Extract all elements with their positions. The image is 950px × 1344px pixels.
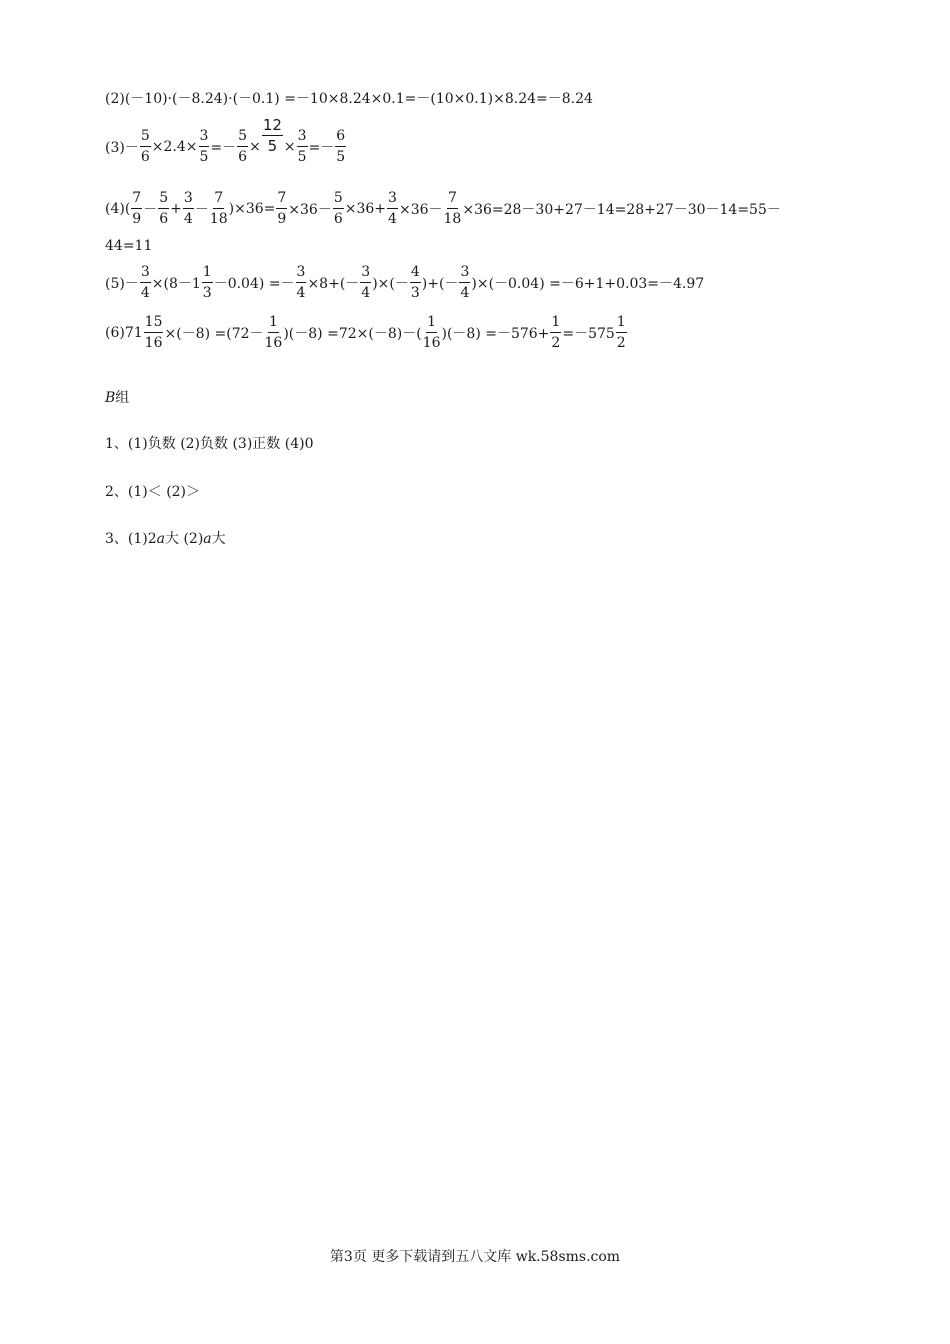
text-segment: (3)－ (105, 139, 139, 156)
text-segment: )×36= (228, 200, 276, 217)
answer-text: 3、(1)2 (105, 531, 157, 547)
numerator: 15 (144, 314, 164, 333)
fraction (144, 314, 164, 351)
denominator: 9 (132, 211, 142, 227)
section-b-title (105, 387, 129, 407)
denominator: 5 (199, 149, 209, 165)
numerator: 1 (202, 264, 213, 283)
denominator: 5 (267, 137, 278, 155)
text-segment: ×(8－1 (151, 275, 201, 292)
answer-b1 (105, 433, 314, 453)
text-segment: + (170, 200, 182, 217)
section-letter: B (105, 390, 116, 406)
numerator: 3 (360, 264, 371, 283)
fraction (550, 314, 561, 351)
fraction (296, 264, 307, 301)
denominator: 9 (277, 211, 287, 227)
denominator: 4 (460, 285, 470, 301)
denominator: 6 (238, 149, 248, 165)
text-segment: )×(－ (372, 275, 409, 292)
line-text: (2)(－10)·(－8.24)·(－0.1) =－10×8.24×0.1=－(10×0.1)×8.24=－8.24 (105, 91, 593, 107)
numerator: 5 (140, 128, 151, 147)
fraction (262, 117, 283, 154)
denominator: 16 (264, 335, 283, 351)
denominator: 4 (296, 285, 306, 301)
text-segment: 44=11 (105, 238, 153, 254)
text-segment: ×36－ (398, 201, 443, 218)
denominator: 2 (616, 335, 626, 351)
answer-text: 1、(1)负数 (2)负数 (3)正数 (4)0 (105, 436, 314, 452)
denominator: 4 (140, 285, 150, 301)
answer-line-5 (105, 264, 704, 301)
fraction (158, 190, 169, 227)
text-segment: × (249, 138, 261, 155)
denominator: 18 (443, 211, 462, 227)
text-segment: ×36+ (344, 200, 387, 217)
text-segment: )(－8) =72×(－8)－( (283, 325, 422, 342)
page-footer: 第3页 更多下载请到五八文库 wk.58sms.com (329, 1249, 621, 1265)
numerator: 5 (158, 190, 169, 209)
text-segment: ×8+(－ (307, 275, 360, 292)
denominator: 4 (388, 211, 397, 227)
denominator: 6 (333, 211, 343, 227)
numerator: 7 (276, 190, 287, 209)
fraction (335, 128, 346, 165)
numerator: 1 (426, 314, 437, 333)
numerator: 3 (296, 264, 307, 283)
answer-line-4-continued (105, 238, 152, 254)
denominator: 6 (140, 149, 150, 165)
text-segment: ×(－8) =(72－ (164, 325, 264, 342)
answer-b2 (105, 481, 200, 501)
denominator: 16 (144, 335, 163, 351)
fraction (444, 190, 462, 227)
numerator: 7 (213, 190, 224, 209)
answer-line-2 (105, 88, 593, 108)
text-segment: )(－8) =－576+ (441, 325, 550, 342)
denominator: 2 (551, 335, 561, 351)
text-segment: =－ (210, 139, 237, 156)
numerator: 3 (387, 190, 398, 209)
numerator: 5 (237, 128, 248, 147)
numerator: 4 (410, 264, 421, 283)
numerator: 5 (333, 190, 344, 209)
variable-a: a (203, 531, 212, 547)
fraction (237, 128, 248, 165)
fraction (202, 264, 213, 301)
section-label: 组 (115, 390, 130, 406)
fraction (265, 314, 283, 351)
numerator: 6 (335, 128, 346, 147)
fraction (459, 264, 470, 301)
denominator: 3 (202, 285, 212, 301)
fraction (131, 190, 142, 227)
text-segment: × (283, 138, 296, 155)
numerator: 7 (131, 190, 142, 209)
denominator: 3 (410, 285, 420, 301)
text-segment: ×2.4× (151, 138, 198, 155)
fraction (410, 264, 421, 301)
text-segment: (4)( (105, 200, 131, 217)
fraction (276, 190, 287, 227)
fraction (333, 190, 344, 227)
numerator: 3 (297, 128, 308, 147)
answer-text: 大 (211, 531, 226, 547)
text-segment: =－ (308, 139, 335, 156)
fraction (423, 314, 441, 351)
text-segment: =－575 (562, 325, 615, 342)
fraction (297, 128, 308, 165)
text-segment: － (194, 201, 209, 218)
text-segment: － (143, 201, 158, 218)
denominator: 4 (361, 285, 371, 301)
numerator: 3 (183, 190, 194, 209)
denominator: 5 (336, 149, 346, 165)
text-segment: ×36－ (288, 201, 332, 218)
text-segment: )×(－0.04) =－6+1+0.03=－4.97 (471, 275, 705, 292)
answer-line-6 (105, 314, 628, 351)
numerator: 1 (268, 314, 279, 333)
fraction (387, 190, 398, 227)
answer-line-3 (105, 116, 347, 165)
text-segment: (5)－ (105, 275, 139, 292)
fraction (616, 314, 627, 351)
answer-line-4 (105, 190, 781, 227)
text-segment: )+(－ (421, 275, 459, 292)
text-segment: ×36=28－30+27－14=28+27－30－14=55－ (462, 201, 781, 218)
variable-a: a (156, 531, 166, 547)
text-segment: －0.04) =－ (213, 275, 295, 292)
denominator: 4 (183, 211, 193, 227)
numerator: 1 (616, 314, 627, 333)
denominator: 18 (209, 211, 228, 227)
numerator: 3 (199, 128, 210, 147)
denominator: 6 (159, 211, 169, 227)
answer-text: 大 (2) (165, 531, 204, 547)
denominator: 16 (422, 335, 441, 351)
text-segment: (6)71 (105, 324, 143, 341)
fraction (210, 190, 228, 227)
answer-text: 2、(1)＜ (2)＞ (105, 484, 201, 500)
fraction (199, 128, 210, 165)
numerator: 12 (262, 116, 282, 134)
fraction (360, 264, 371, 301)
fraction (140, 264, 151, 301)
numerator: 7 (447, 190, 458, 209)
fraction (183, 190, 194, 227)
answer-b3 (105, 528, 226, 548)
numerator: 3 (459, 264, 470, 283)
fraction (140, 128, 151, 165)
numerator: 1 (550, 314, 561, 333)
denominator: 5 (297, 149, 307, 165)
numerator: 3 (140, 264, 151, 283)
